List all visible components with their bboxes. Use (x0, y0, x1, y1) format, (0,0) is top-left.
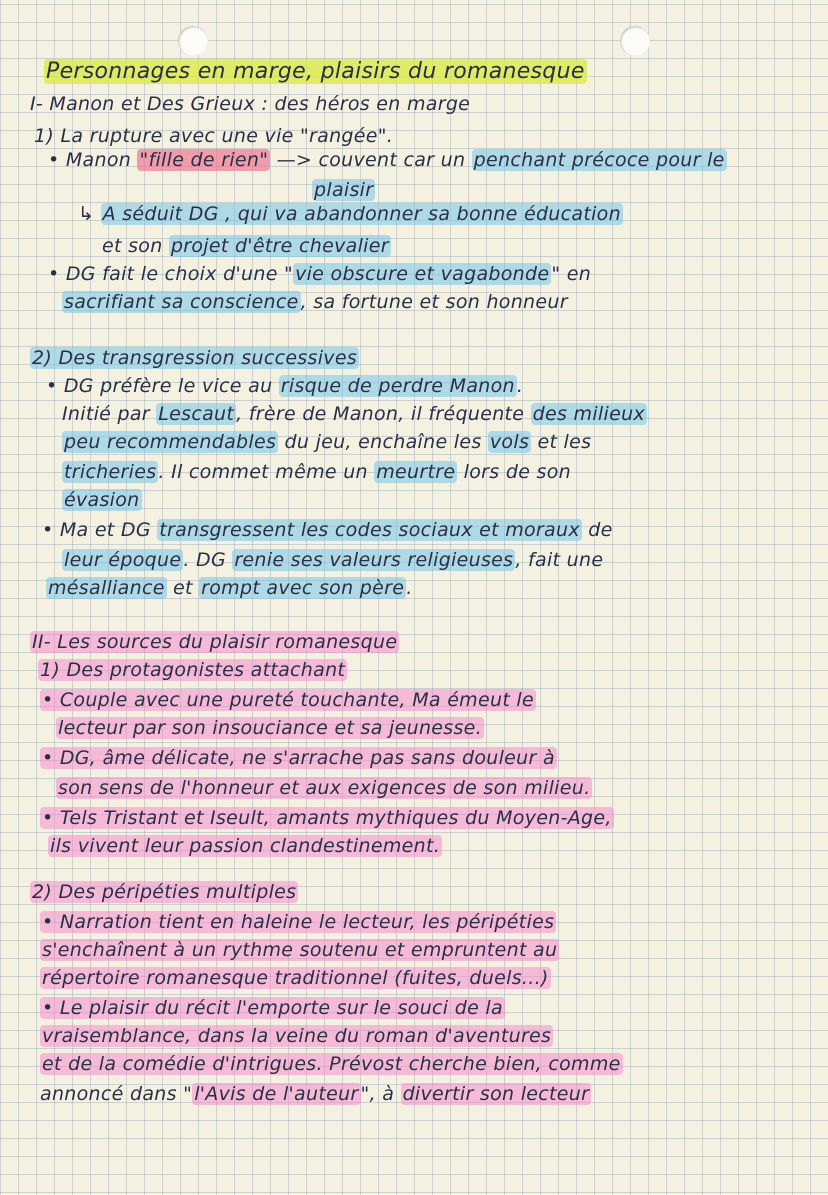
punch-hole-right (620, 26, 650, 56)
note-line: peu recommendables du jeu, enchaîne les vols et les (64, 431, 592, 453)
note-line: son sens de l'honneur et aux exigences de son milieu. (58, 777, 591, 799)
part2-heading: II- Les sources du plaisir romanesque (32, 631, 398, 653)
note-line: évasion (64, 489, 140, 511)
note-line: leur époque . DG renie ses valeurs religieuses , fait une (64, 549, 604, 571)
note-line: • DG, âme délicate, ne s'arrache pas sans douleur à (42, 747, 555, 769)
note-line: annoncé dans " l'Avis de l'auteur ", à divertir son lecteur (40, 1083, 590, 1105)
note-line: plaisir (314, 179, 374, 201)
note-line: et de la comédie d'intrigues. Prévost cherche bien, comme (42, 1053, 621, 1075)
page-title: Personnages en marge, plaisirs du romanesque (46, 59, 585, 84)
note-line: • Narration tient en haleine le lecteur, les péripéties (42, 911, 555, 933)
note-line: lecteur par son insouciance et sa jeunesse. (58, 717, 483, 739)
note-line: • DG fait le choix d'une " vie obscure et vagabonde " en (48, 263, 592, 285)
note-line: répertoire romanesque traditionnel (fuites, duels...) (42, 967, 549, 989)
note-line: • Manon "fille de rien" —> couvent car un penchant précoce pour le (48, 149, 725, 171)
note-line: vraisemblance, dans la veine du roman d'aventures (42, 1025, 552, 1047)
punch-hole-left (178, 26, 208, 56)
note-line: • Ma et DG transgressent les codes sociaux et moraux de (42, 519, 613, 541)
part1-s2-heading: 2) Des transgression successives (32, 347, 358, 369)
part2-s1-heading: 1) Des protagonistes attachant (40, 659, 346, 681)
note-line: • Le plaisir du récit l'emporte sur le souci de la (42, 997, 503, 1019)
note-line: et son projet d'être chevalier (102, 235, 389, 257)
note-line: • Couple avec une pureté touchante, Ma émeut le (42, 689, 534, 711)
part1-s1-heading: 1) La rupture avec une vie "rangée". (34, 125, 394, 147)
note-line: • DG préfère le vice au risque de perdre Manon . (46, 375, 524, 397)
part2-s2-heading: 2) Des péripéties multiples (32, 881, 297, 903)
note-line: tricheries . Il commet même un meurtre lors de son (64, 461, 571, 483)
note-line: mésalliance et rompt avec son père . (48, 577, 413, 599)
note-line: s'enchaînent à un rythme soutenu et empruntent au (42, 939, 558, 961)
note-line: sacrifiant sa conscience , sa fortune et son honneur (64, 291, 568, 313)
note-line: Initié par Lescaut , frère de Manon, il fréquente des milieux (62, 403, 645, 425)
note-line: ↳ A séduit DG , qui va abandonner sa bonne éducation (78, 203, 621, 225)
note-line: ils vivent leur passion clandestinement. (50, 835, 441, 857)
part1-heading: I- Manon et Des Grieux : des héros en marge (30, 93, 471, 115)
note-line: • Tels Tristant et Iseult, amants mythiques du Moyen-Age, (42, 807, 612, 829)
